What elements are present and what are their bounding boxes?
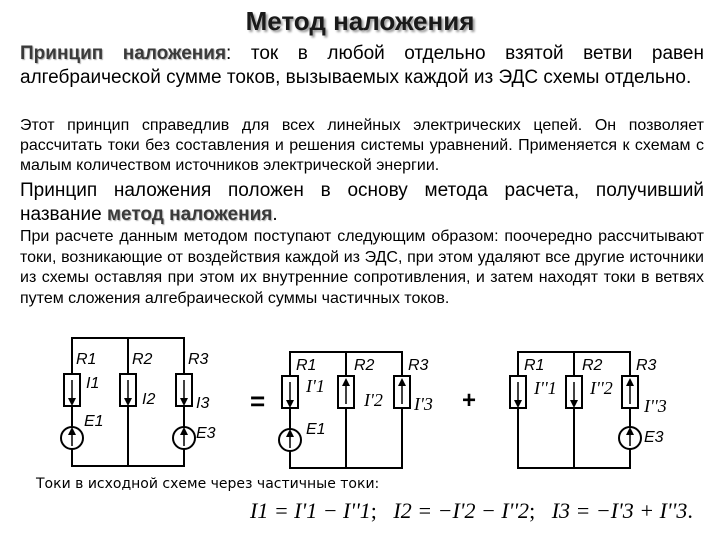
label-i2: I2 bbox=[142, 391, 156, 408]
label-i3-partial1: I'3 bbox=[414, 394, 433, 414]
label-e1: E1 bbox=[84, 413, 104, 430]
label-r1: R1 bbox=[76, 351, 97, 368]
calculation-procedure-text: При расчете данным методом поступают следующим образом: поочередно рассчитывают токи, возникающие от воздействия каждой из ЭДС, при этом удаляют все другие источники из схемы оставляя при этом их внутренние сопротивления, и затем находят токи в ветвях путем сложения алгебраической суммы частичных токов. bbox=[20, 228, 704, 307]
label-e1-partial1: E1 bbox=[306, 421, 326, 438]
label-e3: E3 bbox=[196, 425, 216, 442]
method-basis-text: Принцип наложения положен в основу метода расчета, получивший название bbox=[20, 180, 704, 225]
label-r2-partial2: R2 bbox=[582, 357, 603, 374]
label-r3-partial2: R3 bbox=[636, 357, 657, 374]
formula-eq1: I1 = I'1 − I''1 bbox=[250, 498, 371, 523]
page-title: Метод наложения bbox=[245, 6, 475, 36]
label-i2-partial2: I''2 bbox=[590, 378, 613, 398]
method-basis-end: . bbox=[272, 204, 278, 225]
method-basis-paragraph bbox=[20, 179, 704, 227]
method-term: метод наложения bbox=[106, 204, 273, 225]
principle-term: Принцип наложения bbox=[20, 43, 227, 64]
label-r3-partial1: R3 bbox=[408, 357, 429, 374]
operator-plus: + bbox=[462, 387, 477, 414]
label-i3-partial2: I''3 bbox=[644, 396, 667, 416]
label-i1-partial1: I'1 bbox=[306, 376, 325, 396]
formula-eq2: I2 = −I'2 − I''2 bbox=[393, 498, 530, 523]
operator-equals: = bbox=[250, 386, 266, 416]
formula-caption: Токи в исходной схеме через частичные токи: bbox=[36, 476, 380, 492]
principle-definition bbox=[20, 42, 704, 90]
superposition-formula: I1 = I'1 − I''1; I2 = −I'2 − I''2; I3 = −I'3 + I''3. bbox=[250, 498, 693, 523]
label-e3-partial2: E3 bbox=[644, 429, 664, 446]
principle-text: : ток в любой отдельно взятой ветви равен алгебраической сумме токов, вызываемых каждой из ЭДС схемы отдельно. bbox=[20, 43, 704, 88]
label-r2-partial1: R2 bbox=[354, 357, 375, 374]
principle-scope-text: Этот принцип справедлив для всех линейных электрических цепей. Он позволяет рассчитать токи без составления и решения системы уравнений. Применяется к схемам с малым количеством источников электрической энергии. bbox=[20, 117, 704, 174]
label-r1-partial1: R1 bbox=[296, 357, 317, 374]
label-r1-partial2: R1 bbox=[524, 357, 545, 374]
label-i2-partial1: I'2 bbox=[364, 390, 383, 410]
label-i3: I3 bbox=[196, 395, 210, 412]
label-r3: R3 bbox=[188, 351, 209, 368]
label-i1-partial2: I''1 bbox=[534, 378, 557, 398]
circuit-diagrams bbox=[0, 330, 720, 480]
formula-eq3: I3 = −I'3 + I''3 bbox=[551, 498, 688, 523]
label-i1: I1 bbox=[86, 375, 100, 392]
label-r2: R2 bbox=[132, 351, 153, 368]
